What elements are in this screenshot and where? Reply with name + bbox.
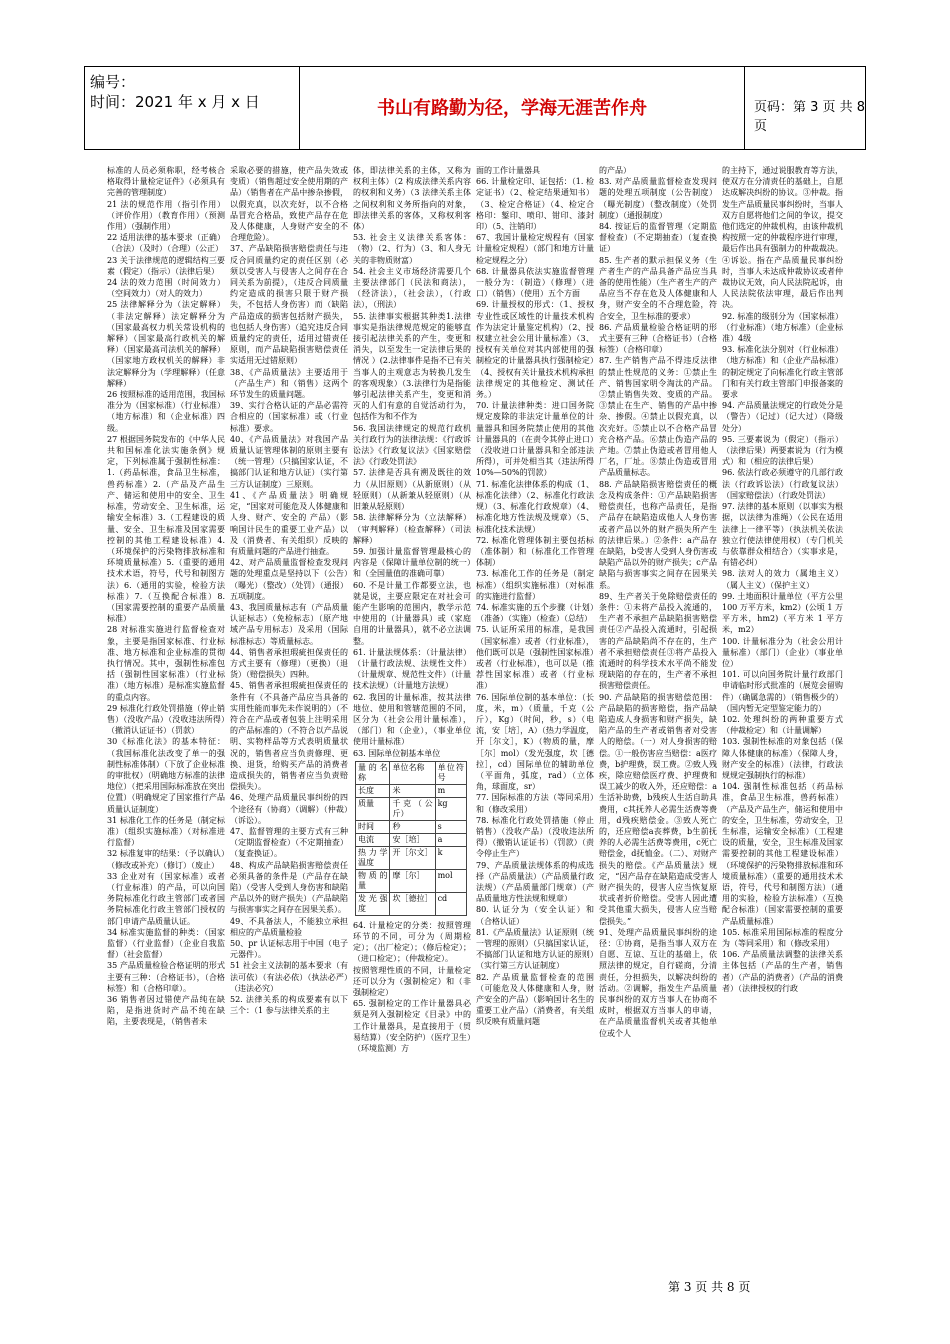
units-table-cell: kg bbox=[435, 797, 466, 820]
units-table-cell: s bbox=[435, 820, 466, 833]
units-table-header-cell: 单位名称 bbox=[390, 761, 435, 784]
units-table-cell: 安［培］ bbox=[390, 833, 435, 846]
units-table-cell: 长度 bbox=[356, 784, 390, 797]
column-6-text: 的主持下，通过说服教育等方法，使双方在分清责任的基础上，自愿达成解决纠纷的协议。③仲裁。指发生产品质量民事纠纷时，当事人双方自愿将他们之间的争议，提交他们选定的仲裁机构，由该仲裁机构按照一定的仲裁程序进行审理，最后作出具有强制力的仲裁裁决。④诉讼。指在产品质量民事纠纷时，当事人未达成仲裁协议或者仲裁协议无效，向人民法院起诉，由人民法院依法审理，最后作出判决。 92. 标准的级别分为（国家标准）（行业标准）（地方标准）（企业标准）4级 93. 标准化法分别对（行业标准）（地方标准）和（企业产品标准）的制定规定了向标准化行政主管部门和有关行政主管部门申报备案的要求 94. 产品质量法规定的行政处分是（警告）（记过）（记大过）（降级处分） 95. 三要素说为（假定）（指示）（法律后果）两要素说为（行为模式）和（相应的法律后果） 96. 依法行政必须遵守的几部行政法（行政诉讼法）（行政复议法）（国家赔偿法）（行政处罚法） 97. 法律的基本原则（以事实为根据，以法律为准绳）（公民在适用法律上一律平等）（执法机关依法独立行使法律使用权）（专门机关与依靠群众相结合）（实事求是，有错必纠） 98. 法对人的效力（属地主义）（属人主义）（保护主义） 99. 土地面积计量单位（平方公里 100 万平方米，km2）(公顷 1 万平方米，hm2)（平方米 1 平方米，m2） 100. 计量标准分为（社会公用计量标准）（部门）（企业）（事业单位） 101. 可以向国务院计量行政部门申请临时形式批准的（展览会留购件）（确属急需的）（销售极少的）（国内暂无定型鉴定能力的） 102. 处理纠纷的两种重要方式（仲裁检定）和（计量调解） 103. 强制性标准的对象包括（保障人体健康的标准）（保障人身，财产安全的标准）（法律，行政法规规定强制执行的标准） 104. 强制性标准包括（药品标准，食品卫生标准，兽药标准）（产品及产品生产，储运和使用中的安全，卫生标准，劳动安全，卫生标准，运输安全标准）（工程建设的质量，安全，卫生标准及国家需要控制的其他工程建设标准）（环境保护的污染物排放标准和环境质量标准）（重要的通用技术术语，符号，代号和制图方法）（通用的实验，检验方法标准）（互换配合标准）（国家需要控制的重要产品质量标准） 105. 标准采用国际标准的程度分为（等同采用）和（修改采用） 106. 产品质量法调整的法律关系主体包括（产品的生产者，销售者）（产品的消费者）（产品的消费者）（法律授权的行政 bbox=[722, 166, 843, 993]
page-header bbox=[84, 66, 866, 152]
si-base-units-table bbox=[355, 761, 467, 916]
units-table-header-row bbox=[356, 761, 467, 784]
units-table-cell: 质量 bbox=[356, 797, 390, 820]
document-time-label: 时间：2021 年 x 月 x 日 bbox=[90, 93, 260, 111]
column-2-text: 采取必要的措施，使产品失效或变质）（销售超过安全使用期的产品）（销售者在产品中掺杂掺假，以假充真，以次充好，以不合格品冒充合格品，致使产品存在危及人体健康，人身财产安全的不合理危险）。 37、产品缺陷损害赔偿责任与违反合同质量约定的责任区别（必须以受害人与侵害人之间存在合同关系为前提），（违反合同质量约定造成的损害只限于财产损失，不包括人身伤害）而（缺陷产品造成的损害包括财产损失，也包括人身伤害）（追究违反合同质量约定的责任，适用过错责任原则，而产品缺陷损害赔偿责任实适用无过错原则） 38、《产品质量法》主要适用于（产品生产）和（销售）这两个环节发生的质量问题。 39、实行合格认证的产品必需符合相应的（国家标准）或（行业标准）要求。 40、《产品质量法》对我国产品质量认证管理体制的原则主要有（统一管理）（只搞国家认证，不搞部门认证和地方认证）（实行第三方认证制度）三原则。 41、《产品质量法》明确规定，“国家对可能危及人体健康和人身、财产、安全的 产品）（影响国计民生的重要工业产品）以及（消费者、有关组织）反映的有质量问题的产品进行抽查。 42、对产品质量监督检查发现问题的处理重点是坚持以下（公告）（曝光）（整改）（处罚）（通报）五项制度。 43、我国质量标志有（产品质量认证标志）（免检标志）（原产地域产品专用标志）及采用（国际标准标志）等质量标志。 44、销售者承担瑕疵担保责任的方式主要有（修理）（更换）（退货）（赔偿损失）四种。 45、销售者承担瑕疵担保责任的条件有（不具备产品应当具备的实用性能而事先未作说明的）（不符合在产品或者包装上注明采用的产品标准的）（不符合以产品说明、实物样品等方式表明质量状况的，销售者应当负责修理、更换、退货，给购买产品的消费者造成损失的，销售者应当负责赔偿损失）。 46、处理产品质量民事纠纷的四个途径有（协商）（调解）（仲裁）（诉讼）。 47、监督管理的主要方式有三种（定期监督检查）（不定期抽查）（复查换证）。 48、构成产品缺陷损害赔偿责任必须具备的条件是（产品存在缺陷）（受害人受到人身伤害和缺陷产品以外的财产损失）（产品缺陷与损害事实之间存在因果关系）。 49、不具备法人，不能独立承担相应的产品质量检验 50、pr 认证标志用于中国（电子元器件）。 51 社会主义法制的基本要求（有法可依）（有法必依）（执法必严）（违法必究） 52. 法律关系的构成要素有以下三个：（1 参与法律关系的主 bbox=[230, 166, 348, 1016]
units-table-row bbox=[356, 833, 467, 846]
column-1-text: 标准的人员必须称职，经考核合格取得计量检定证件》（必须具有完善的管理制度） 21 法的规范作用（指引作用）（评价作用）（教育作用）（预测作用）（强制作用） 22 适用法律的基本要求（正确）（合法）（及时）（合理）（公正） 23 关于法律规范的逻辑结构三要素（假定）（指示）（法律后果） 24 法的效力范围（时间效力）（空间效力）（对人的效力） 25 法律解释分为（法定解释）（非法定解释）法定解释分为（国家最高权力机关常设机构的解释）（国家最高行政机关的解释）（国家最高司法机关的解释）（国家地方政权机关的解释）非法定解释分为（学理解释）（任意解释） 26 按照标准的适用范围，我国标准分为（国家标准）（行业标准）（地方标准）和（企业标准）四级。 27 根据国务院发布的《中华人民共和国标准化法实施条例》规定，下列标准属于强制性标准：1.（药品标准，食品卫生标准，兽药标准）2.（产品及产品生产、储运和使用中的安全、卫生标准，劳动安全、卫生标准，运输安全标准）3.（工程建设的质量、安全、卫生标准及国家需要控制的其他工程建设标准）4.（环境保护的污染物排放标准和环境质量标准）5.（重要的通用技术术语，符号，代号和制图方法）6.（通用的实验，检验方法标准）7.（互换配合标准）8.（国家需要控制的重要产品质量标准） 28 对标准实施进行监督检查对象，主要是指国家标准、行业标准、地方标准和企业标准的贯彻执行情况。其中，强制性标准包括（强制性国家标准）（行业标准）（地方标准）是标准实施监督的重点内容。 29 标准化行政处罚措施（停止销售）（没收产品）（没收违法所得）（撤消认证证书）（罚款） 30《标准化法》的基本特征：（我国标准化法改变了单一的强制性标准体制）（下放了企业标准的审批权）（明确地方标准的法律地位）（把采用国际标准放在突出位置）（明确规定了国家推行产品质量认证制度） 31 标准化工作的任务是（制定标准）（组织实施标准）（对标准进行监督） 32 标准复审的结果：（予以确认）（修改或补充）（修订）（废止） 33 企业对有（国家标准）或者（行业标准）的产品，可以向国务院标准化行政主管部门或者国务院标准化行政主管部门授权的部门申请产品质量认证。 34 标准实施监督的种类：（国家监督）（行业监督）（企业自我监督）（社会监督） 35 产品质量检验合格证明的形式主要有三种：（合格证书），（合格标签）和（合格印章）。 36 销售者因过错使产品纯在缺陷，是指进货时产品不纯在缺陷，主要表现是，（销售者未 bbox=[107, 166, 225, 1027]
units-table-cell: 时间 bbox=[356, 820, 390, 833]
units-table-cell: 电流 bbox=[356, 833, 390, 846]
units-table-row bbox=[356, 784, 467, 797]
column-4-text: 面的工作计量器具 66. 计量检定印、证包括：（1. 检定证书）（2、检定结果通知书）（3、检定合格证）（4、检定合格印：錾印、喷印、钳印、漆封印）（5、注销印） 67、我国计量检定规程有（国家计量检定规程）（部门和地方计量检定规程之分） 68. 计量器具依法实施监督管理一般分为：（制造）（修理）（进口）（销售）（使用）五个方面 69. 计量授权的形式：（1、授权专业性或区域性的计量技术机构作为法定计量鉴定机构）（2、授权建立社会公用计量标准）（3、授权有关单位对其内部使用的强制检定的计量器具执行强制检定）（4、授权有关计量技术机构承担法律规定的其他检定、测试任务。） 70. 计量法律种类：进口国务院规定废除的非法定计量单位的计量器具和国务院禁止使用的其他计量器具的（在责令其停止进口）（没收进口计量器具和全部违法所得），可并处相当其（违法所得 10%—50%的罚款） 71. 标准化法律体系的构成（1、标准化法律）（2、标准化行政法规）（3、标准化行政规章）（4、标准化地方性法规及规章）（5、标准化技术法规） 72. 标准化管理体制主要包括标（准体制）和（标准化工作管理体制） 73. 标准化工作的任务是（制定标准）（组织实施标准）（对标准的实施进行监督） 74. 标准实施的五个步骤（计划）（准备）（实施）（检查）（总结） 75. 认证所采用的标准，是我国（国家标准）或者（行业标准），他们既可以是（强制性国家标准）或者（行业标准），也可以是（推荐性国家标准）或者（行业标准） 76. 国际单位制的基本单位：（长度，米，m）（质量，千克（公斤），Kg）（时间，秒，s）（电流，安［培］，A）（热力学温度，开［尔文］，K）（物质的量，摩［尔］mol）（发光强度，坎［德拉］，cd）国际单位的辅助单位（平面角，弧度，rad）（立体角，球面度，sr） 77. 国际标准的方法（等同采用）和（修改采用） 78. 标准化行政处罚措施（停止销售）（没收产品）（没收违法所得）（撤销认证证书）（罚款）（责令停止生产） 79、产品质量法规体系的构成选择（产品质量法）（产品质量行政法规）（产品质量部门规章）（产品质量地方性法规和规章） 80. 认证分为（安全认证）和（合格认证） 81.《产品质量法》认证原则（统一管理的原则）（只搞国家认证，不搞部门认证和地方认证的原则）（实行第三方认证制度） 82. 产品质量监督检查的范围（可能危及人体健康和人身，财产安全的产品）（影响国计名生的重要工业产品）（消费者，有关组织反映有质量问题 bbox=[476, 166, 594, 1027]
units-table-cell: 热力学温度 bbox=[356, 846, 390, 869]
units-table-cell: m bbox=[435, 784, 466, 797]
header-page-label: 页码：第 3 页 共 8 页 bbox=[754, 100, 866, 134]
units-table-cell: 开［尔文］ bbox=[390, 846, 435, 869]
text-column-2 bbox=[230, 165, 348, 1245]
text-column-4 bbox=[476, 165, 594, 1245]
units-table-cell: mol bbox=[435, 869, 466, 892]
document-number-label: 编号： bbox=[90, 73, 136, 91]
units-table-header-cell: 单位符号 bbox=[435, 761, 466, 784]
text-column-5 bbox=[599, 165, 717, 1245]
units-table-cell: a bbox=[435, 833, 466, 846]
units-table-row bbox=[356, 846, 467, 869]
header-divider-right bbox=[744, 66, 745, 150]
units-table-cell: k bbox=[435, 846, 466, 869]
column-5-text: 的产品） 83. 对产品质量监督检查发现问题的处理五项制度（公告制度）（曝光制度）（整改制度）（处罚制度）（通报制度） 84. 按证后的监督管理（定期监督检查）（不定期抽查）（复查换证） 85. 生产者的默示担保义务（生产者生产的产品具备产品应当具备的使用性能）（生产者生产的产品应当不存在危及人体健康和人身，财产安全的不合理危险，符合安全，卫生标准的要求） 86. 产品质量检验合格证明的形式主要有三种（合格证书）（合格标签）（合格印章） 87. 生产销售产品不得违反法律的禁止性规范的义务：①禁止生产、销售国家明令淘汰的产品。②禁止销售失效、变质的产品。③禁止在生产、销售的产品中掺杂、掺假。④禁止以假充真，以次充好。⑤禁止以不合格产品冒充合格产品。⑥禁止伪造产品的产地。⑦禁止伪造或者冒用他人厂名，厂址。⑧禁止伪造或冒用产品质量标志。 88. 产品缺陷损害赔偿责任的概念及构成条件：①产品缺陷损害赔偿责任，也称产品责任，是指产品存在缺陷造成他人人身伤害或者产品以外的财产损失所产生的法律后果。）②条件：a产品存在缺陷，b受害人受到人身伤害或缺陷产品以外的财产损失；c产品缺陷与损害事实之间存在因果关系。 89、生产者关于免除赔偿责任的条件：①未将产品投入流通的，生产者不承担产品缺陷损害赔偿责任②产品投入流通时，引起损害的产品缺陷尚不存在的，生产者不承担赔偿责任③将产品投入流通时的科学技术水平尚不能发现缺陷的存在的，生产者不承担损害赔偿责任。 90. 产品缺陷的损害赔偿范围：产品缺陷的损害赔偿，指产品缺陷造成人身损害和财产损失，缺陷产品的生产者或销售者对受害人的赔偿。（一）对人身损害的赔偿。①一般伤害应当赔偿：a医疗费，b护理费，误工费。②致人残疾，除应赔偿医疗费、护理费和误工减少的收入外，还应赔偿：a生活补助费，b残疾人生活自助具费用，c其抚养人必需生活费等费用，d残疾赔偿金。③致人死亡的，还应赔偿a丧葬费，b生前抚养的人必需生活费等费用，c死亡赔偿金，d抚恤金。（二）、对财产损失的赔偿。《产品质量法》规定，“因产品存在缺陷造成受害人财产损失的，侵害人应当恢复原状或者折价赔偿。受害人因此遭受其他重大损失，侵害人应当赔偿损失。” 91、处理产品质量民事纠纷的途径：①协商，是指当事人双方在自愿、互谅、互让的基础上，依照法律的规定，自行磋商，分清责任，分担损失，以解决纠纷的活动。②调解，指发生产品质量民事纠纷的双方当事人在协商不成时，根据双方当事人的申请，在产品质量监督机关或者其他单位或个人 bbox=[599, 166, 717, 1038]
units-table-cell: 秒 bbox=[390, 820, 435, 833]
units-table-cell: 坎［德拉］ bbox=[390, 892, 435, 915]
units-table-row bbox=[356, 797, 467, 820]
column-3-text-continued: 64. 计量检定的分类：按照管理环节的不同，可分为（周期检定）；（出厂检定）；（修后检定）；（进口检定）；（仲裁检定）。 按照管理性质的不同，计量检定还可以分为（强制检定）和（非强制检定） 65. 强制检定的工作计量器具必须是列入强制检定《目录》中的工作计量器具，是直接用于（贸易结算）（安全防护）（医疗卫生）（环境监测）方 bbox=[353, 920, 471, 1053]
header-meta bbox=[90, 72, 260, 112]
document-body bbox=[107, 165, 843, 1245]
units-table-row bbox=[356, 869, 467, 892]
units-table-row bbox=[356, 892, 467, 915]
units-table-cell: 摩［尔］ bbox=[390, 869, 435, 892]
units-table-row bbox=[356, 820, 467, 833]
units-table-cell: cd bbox=[435, 892, 466, 915]
column-3-text: 体，即法律关系的主体，又称为权利主体）（2 构成法律关系内容的权利和义务）（3 法律关系主体之间权利和义务所指向的对象，即法律关系的客体，又称权利客体） 53. 社会主义法律关系客体：（物）（2、行为）（3、和人身无关的非物质财富） 54. 社会主义市场经济需要几个主要法律部门（民法和商法），（经济法），（社会法），（行政法），（刑法） 55. 法律事实根据其种类1.法律事实是指法律规范规定的能够直接引起法律关系的产生，变更和消失，以至发生一定法律后果的情况 ）(2.法律事件是指不已有关当事人的主观意志为转换几发生的客观现象）（3.法律行为是指能够引起法律关系产生，变更和消灭的人们有意的自觉活动行为，包括作为和不作为 56. 我国法律规定的规范行政机关行政行为的法律法规：《行政诉讼法》《行政复议法》《国家赔偿法》《行政处罚法》 57. 法律是否具有溯及既往的效力（从旧原则）（从新原则）（从轻原则）（从新兼从轻原则）（从旧兼从轻原则） 58. 法律解释分为（立法解释）（审判解释）（检查解释）（司法解释） 59. 加强计量监督管理最核心的内容是（保障计量单位制的统一）和（全国量值的准确可靠） 60. 不是计量工作都要立法，也就是说，主要应限定在对社会可能产生影响的范围内，教学示范中使用的（计量器具）或（家庭自用的计量器具），就不必立法调整。 61. 计量法规体系：（计量法律）（计量行政法规、法规性文件）（计量规章、规范性文件）（计量技术法规）（计量地方法规） 62. 我国的计量标准，按其法律地位、使用和管辖范围的不同，区分为（社会公用计量标准），（部门）和（企业），（事业单位使用计量标准） 63. 国际单位制基本单位 bbox=[353, 166, 471, 758]
units-table-cell: 米 bbox=[390, 784, 435, 797]
header-divider-left bbox=[299, 66, 300, 150]
units-table-cell: 发光强度 bbox=[356, 892, 390, 915]
header-motto: 书山有路勤为径，学海无涯苦作舟 bbox=[377, 98, 647, 119]
units-table-cell: 千克（公斤） bbox=[390, 797, 435, 820]
units-table-header-cell: 量的名称 bbox=[356, 761, 390, 784]
page-footer: 第 3 页 共 8 页 bbox=[668, 1280, 751, 1294]
units-table-cell: 物质的量 bbox=[356, 869, 390, 892]
text-column-3 bbox=[353, 165, 471, 1245]
text-column-1 bbox=[107, 165, 225, 1245]
